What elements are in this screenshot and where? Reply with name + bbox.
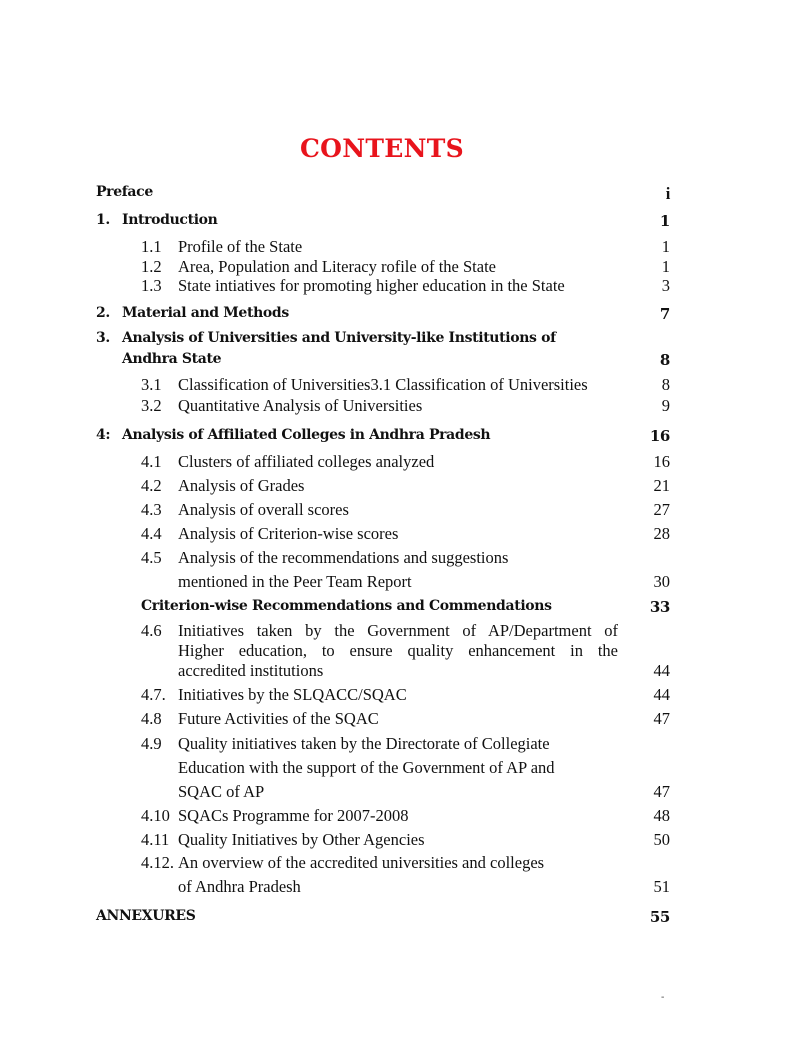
toc-label: Area, Population and Literacy rofile of the State: [178, 257, 496, 276]
toc-number: 4.7.: [141, 685, 166, 704]
toc-page-number: 8: [659, 351, 670, 369]
toc-number: 3.1: [141, 375, 162, 394]
toc-number: 3.: [96, 330, 110, 346]
toc-label: SQACs Programme for 2007-2008: [178, 806, 409, 825]
toc-page-number: 27: [653, 500, 670, 519]
toc-number: 4.12.: [141, 853, 174, 872]
toc-label: ANNEXURES: [96, 908, 196, 924]
toc-number: 1.2: [141, 257, 162, 276]
toc-page-number: 51: [653, 877, 670, 896]
toc-page-number: 48: [653, 806, 670, 825]
toc-label-line1: Quality initiatives taken by the Directorate of Collegiate: [178, 734, 550, 753]
toc-number: 4.9: [141, 734, 162, 753]
toc-page-number: 8: [661, 375, 670, 394]
toc-number: 4:: [96, 427, 111, 443]
toc-label: Clusters of affiliated colleges analyzed: [178, 452, 435, 471]
toc-page-number: 44: [653, 661, 670, 680]
toc-label-line3: SQAC of AP: [178, 782, 265, 801]
toc-label-line1: An overview of the accredited universities and colleges: [178, 853, 545, 872]
toc-label: Profile of the State: [178, 237, 303, 256]
toc-label-line2: mentioned in the Peer Team Report: [178, 572, 412, 591]
toc-label-line2: Education with the support of the Government of AP and: [178, 758, 555, 777]
toc-number: 4.6: [141, 621, 162, 640]
toc-number: 4.3: [141, 500, 162, 519]
toc-label: Analysis of Criterion-wise scores: [178, 524, 399, 543]
toc-label: Analysis of Affiliated Colleges in Andhra Pradesh: [122, 427, 491, 443]
toc-page-number: i: [665, 184, 670, 203]
toc-page-number: 47: [653, 782, 670, 801]
toc-page-number: 44: [653, 685, 670, 704]
toc-page-number: 3: [661, 276, 670, 295]
toc-number: 1.1: [141, 237, 162, 256]
toc-label: Analysis of overall scores: [178, 500, 349, 519]
toc-label-line1: Analysis of Universities and University-like Institutions of: [122, 330, 556, 346]
toc-number: 4.8: [141, 709, 162, 728]
toc-label: Introduction: [122, 212, 218, 228]
toc-number: 1.: [96, 212, 110, 228]
toc-label-line2: of Andhra Pradesh: [178, 877, 301, 896]
toc-label-line1: Analysis of the recommendations and suggestions: [178, 548, 509, 567]
toc-page-number: 16: [653, 452, 670, 471]
toc-page-number: 33: [649, 598, 670, 616]
toc-number: 4.10: [141, 806, 170, 825]
toc-number: 1.3: [141, 276, 162, 295]
toc-label: Criterion-wise Recommendations and Commendations: [141, 598, 552, 614]
toc-number: 3.2: [141, 396, 162, 415]
toc-number: 4.1: [141, 452, 162, 471]
toc-label: Material and Methods: [122, 305, 289, 321]
toc-label: Future Activities of the SQAC: [178, 709, 379, 728]
toc-page-number: 47: [653, 709, 670, 728]
toc-page-number: 9: [661, 396, 670, 415]
toc-number: 4.2: [141, 476, 162, 495]
toc-number: 4.4: [141, 524, 162, 543]
toc-page-number: 28: [653, 524, 670, 543]
toc-page-number: 50: [653, 830, 670, 849]
page-footer-mark: -: [661, 992, 665, 1003]
toc-label: Analysis of Grades: [178, 476, 305, 495]
toc-number: 4.5: [141, 548, 162, 567]
toc-label-line2: Andhra State: [122, 351, 222, 367]
toc-label: Quality Initiatives by Other Agencies: [178, 830, 425, 849]
toc-page-number: 1: [661, 237, 670, 256]
toc-page-number: 7: [659, 305, 670, 323]
toc-page-number: 30: [653, 572, 670, 591]
toc-number: 4.11: [141, 830, 170, 849]
toc-label: Classification of Universities3.1 Classification of Universities: [178, 375, 588, 394]
toc-label: Quantitative Analysis of Universities: [178, 396, 423, 415]
toc-page-number: 16: [649, 427, 670, 445]
toc-page-number: 21: [653, 476, 670, 495]
toc-label: Initiatives by the SLQACC/SQAC: [178, 685, 407, 704]
toc-page-number: 1: [659, 212, 670, 230]
toc-number: 2.: [96, 305, 110, 321]
toc-label-line2: Higher education, to ensure quality enhancement in the: [178, 641, 618, 660]
page-title: CONTENTS: [299, 134, 465, 163]
toc-label-line3: accredited institutions: [178, 661, 324, 680]
toc-label: State intiatives for promoting higher education in the State: [178, 276, 565, 295]
toc-page-number: 55: [649, 908, 670, 926]
toc-label: Preface: [96, 184, 153, 200]
toc-page-number: 1: [661, 257, 670, 276]
toc-label-line1: Initiatives taken by the Government of AP/Department of: [178, 621, 618, 640]
